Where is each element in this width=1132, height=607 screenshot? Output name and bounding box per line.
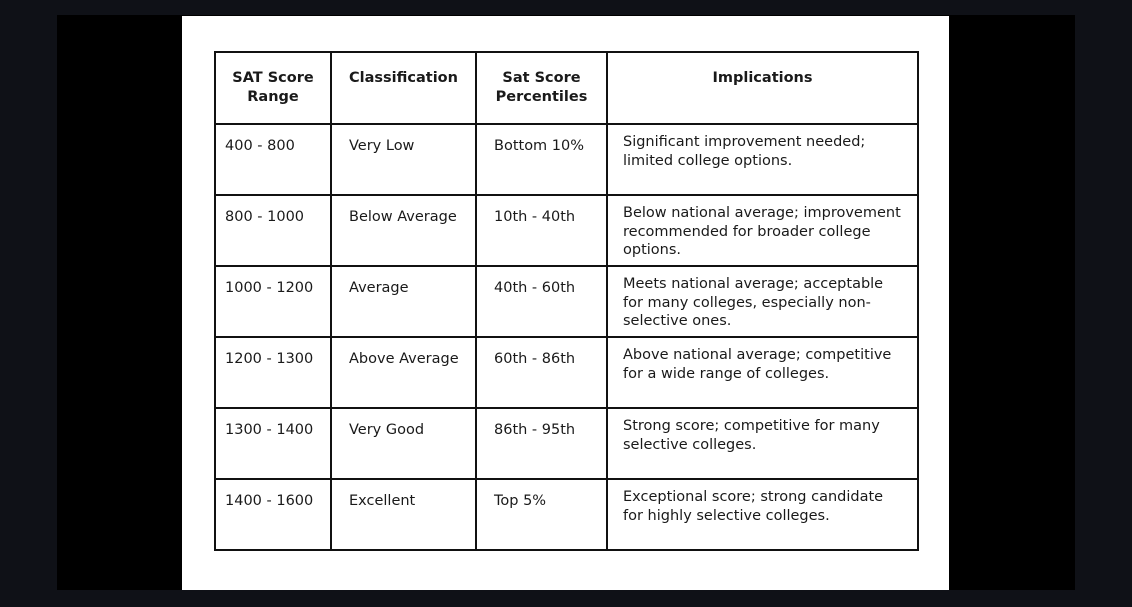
- cell-score-range: 1300 - 1400: [215, 408, 331, 479]
- cell-score-range: 1400 - 1600: [215, 479, 331, 550]
- cell-implications: Significant improvement needed; limited college options.: [607, 124, 918, 195]
- cell-percentile: Top 5%: [476, 479, 607, 550]
- table-row: [215, 479, 918, 550]
- sat-score-table: [214, 51, 919, 551]
- cell-classification: Excellent: [331, 479, 476, 550]
- table-row: [215, 124, 918, 195]
- table-row: [215, 195, 918, 266]
- cell-score-range: 1000 - 1200: [215, 266, 331, 337]
- header-implications: Implications: [607, 52, 918, 124]
- header-classification: Classification: [331, 52, 476, 124]
- cell-classification: Above Average: [331, 337, 476, 408]
- cell-classification: Average: [331, 266, 476, 337]
- cell-classification: Very Good: [331, 408, 476, 479]
- cell-implications: Above national average; competitive for a wide range of colleges.: [607, 337, 918, 408]
- cell-implications: Meets national average; acceptable for many colleges, especially non-selective ones.: [607, 266, 918, 337]
- cell-score-range: 800 - 1000: [215, 195, 331, 266]
- cell-implications: Exceptional score; strong candidate for highly selective colleges.: [607, 479, 918, 550]
- cell-score-range: 400 - 800: [215, 124, 331, 195]
- cell-percentile: Bottom 10%: [476, 124, 607, 195]
- header-sat-score-range: SAT Score Range: [215, 52, 331, 124]
- cell-percentile: 10th - 40th: [476, 195, 607, 266]
- cell-implications: Below national average; improvement recommended for broader college options.: [607, 195, 918, 266]
- table-row: [215, 337, 918, 408]
- table-row: [215, 408, 918, 479]
- table-header-row: [215, 52, 918, 124]
- cell-percentile: 86th - 95th: [476, 408, 607, 479]
- cell-classification: Below Average: [331, 195, 476, 266]
- cell-percentile: 40th - 60th: [476, 266, 607, 337]
- cell-classification: Very Low: [331, 124, 476, 195]
- header-sat-score-percentiles: Sat Score Percentiles: [476, 52, 607, 124]
- table-row: [215, 266, 918, 337]
- cell-implications: Strong score; competitive for many selective colleges.: [607, 408, 918, 479]
- cell-percentile: 60th - 86th: [476, 337, 607, 408]
- document-page: [182, 16, 949, 590]
- cell-score-range: 1200 - 1300: [215, 337, 331, 408]
